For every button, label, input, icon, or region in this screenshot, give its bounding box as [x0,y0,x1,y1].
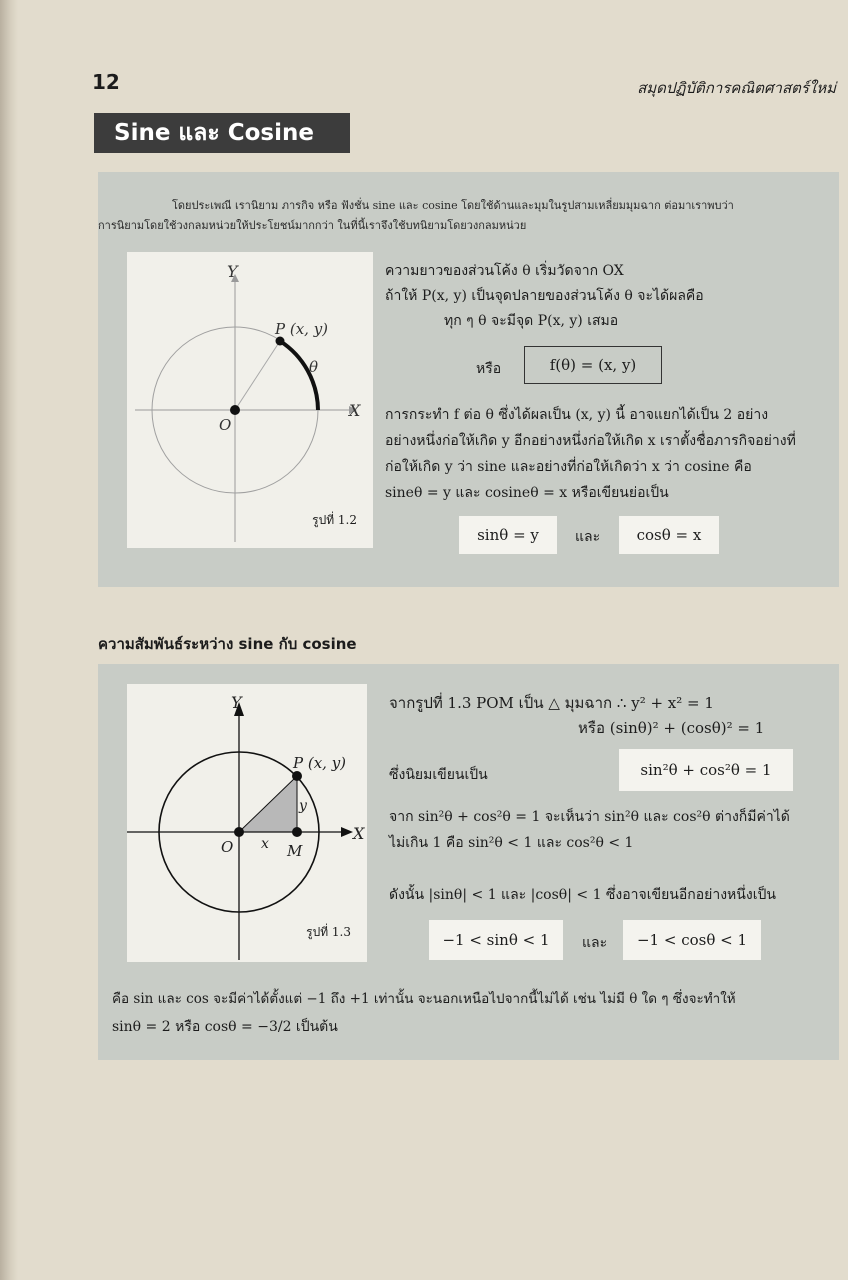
y-axis-label: Y [231,693,242,712]
text-line: ความยาวของส่วนโค้ง θ เริ่มวัดจาก OX [385,263,624,279]
point-p-label: P (x, y) [275,320,329,338]
text-line: ถ้าให้ P(x, y) เป็นจุดปลายของส่วนโค้ง θ จะได้ผลคือ [385,288,704,304]
angle-label: θ [309,358,319,376]
text-line: sineθ = y และ cosineθ = x หรือเขียนย่อเป็น [385,485,669,501]
origin-label: O [219,416,232,434]
figure-1-2 [127,252,373,548]
pythagorean-identity-box: sin²θ + cos²θ = 1 [619,749,793,791]
text-line: การกระทำ f ต่อ θ ซึ่งได้ผลเป็น (x, y) นี้ อาจแยกได้เป็น 2 อย่าง [385,407,769,423]
intro-paragraph [98,196,839,236]
x-length-label: x [261,836,269,852]
section-title: Sine และ Cosine [94,113,350,153]
conclusion-line: sinθ = 2 หรือ cosθ = −3/2 เป็นต้น [112,1019,338,1035]
relationship-heading: ความสัมพันธ์ระหว่าง sine กับ cosine [98,635,357,653]
cosine-range-box: −1 < cosθ < 1 [623,920,761,960]
text-line: ซึ่งนิยมเขียนเป็น [389,767,488,783]
page-spine [0,0,18,1280]
sine-range-box: −1 < sinθ < 1 [429,920,563,960]
point-p-label: P (x, y) [293,754,347,772]
text-line: ก่อให้เกิด y ว่า sine และอย่างที่ก่อให้เกิดว่า x ว่า cosine คือ [385,459,752,475]
text-line: อย่างหนึ่งก่อให้เกิด y อีกอย่างหนึ่งก่อให้เกิด x เราตั้งชื่อภารกิจอย่างที่ [385,433,796,449]
x-axis-label: X [349,401,361,420]
text-line: หรือ (sinθ)² + (cosθ)² = 1 [578,719,765,737]
figure-1-3 [127,684,367,962]
intro-line: การนิยามโดยใช้วงกลมหน่วยให้ประโยชน์มากกว่า ในที่นี้เราจึงใช้บทนิยามโดยวงกลมหน่วย [98,219,527,232]
origin-label: O [221,838,234,856]
y-axis-label: Y [227,262,238,281]
text-line: ทุก ๆ θ จะมีจุด P(x, y) เสมอ [444,313,619,329]
page-number: 12 [92,70,120,94]
text-line: จากรูปที่ 1.3 POM เป็น △ มุมฉาก ∴ y² + x² = 1 [389,694,714,712]
cosine-definition-box: cosθ = x [619,516,719,554]
figure-caption: รูปที่ 1.3 [306,925,351,939]
right-triangle-diagram [127,684,367,962]
and-label: และ [582,935,608,951]
or-label: หรือ [476,361,502,377]
conclusion-line: คือ sin และ cos จะมีค่าได้ตั้งแต่ −1 ถึง +1 เท่านั้น จะนอกเหนือไปจากนี้ไม่ได้ เช่น ไม่มี θ ใด ๆ ซึ่งจะทำให้ [112,991,736,1007]
intro-line: โดยประเพณี เรานิยาม ภารกิจ หรือ ฟังชั่น sine และ cosine โดยใช้ด้านและมุมในรูปสามเหลี่ยมมุมฉาก ต่อมาเราพบว่า [172,199,734,212]
text-line: ดังนั้น |sinθ| < 1 และ |cosθ| < 1 ซึ่งอาจเขียนอีกอย่างหนึ่งเป็น [389,887,776,903]
text-line: ไม่เกิน 1 คือ sin²θ < 1 และ cos²θ < 1 [389,835,634,851]
unit-circle-diagram [127,252,373,548]
text-line: จาก sin²θ + cos²θ = 1 จะเห็นว่า sin²θ และ cos²θ ต่างก็มีค่าได้ [389,809,790,825]
relationship-panel [98,664,839,1060]
running-head: สมุดปฏิบัติการคณิตศาสตร์ใหม่ [637,79,836,97]
foot-m-label: M [287,842,303,860]
figure-caption: รูปที่ 1.2 [312,513,357,527]
y-length-label: y [299,798,307,814]
and-label: และ [575,529,601,545]
sine-definition-box: sinθ = y [459,516,557,554]
x-axis-label: X [353,824,365,843]
definition-panel [98,172,839,587]
function-box: f(θ) = (x, y) [524,346,662,384]
